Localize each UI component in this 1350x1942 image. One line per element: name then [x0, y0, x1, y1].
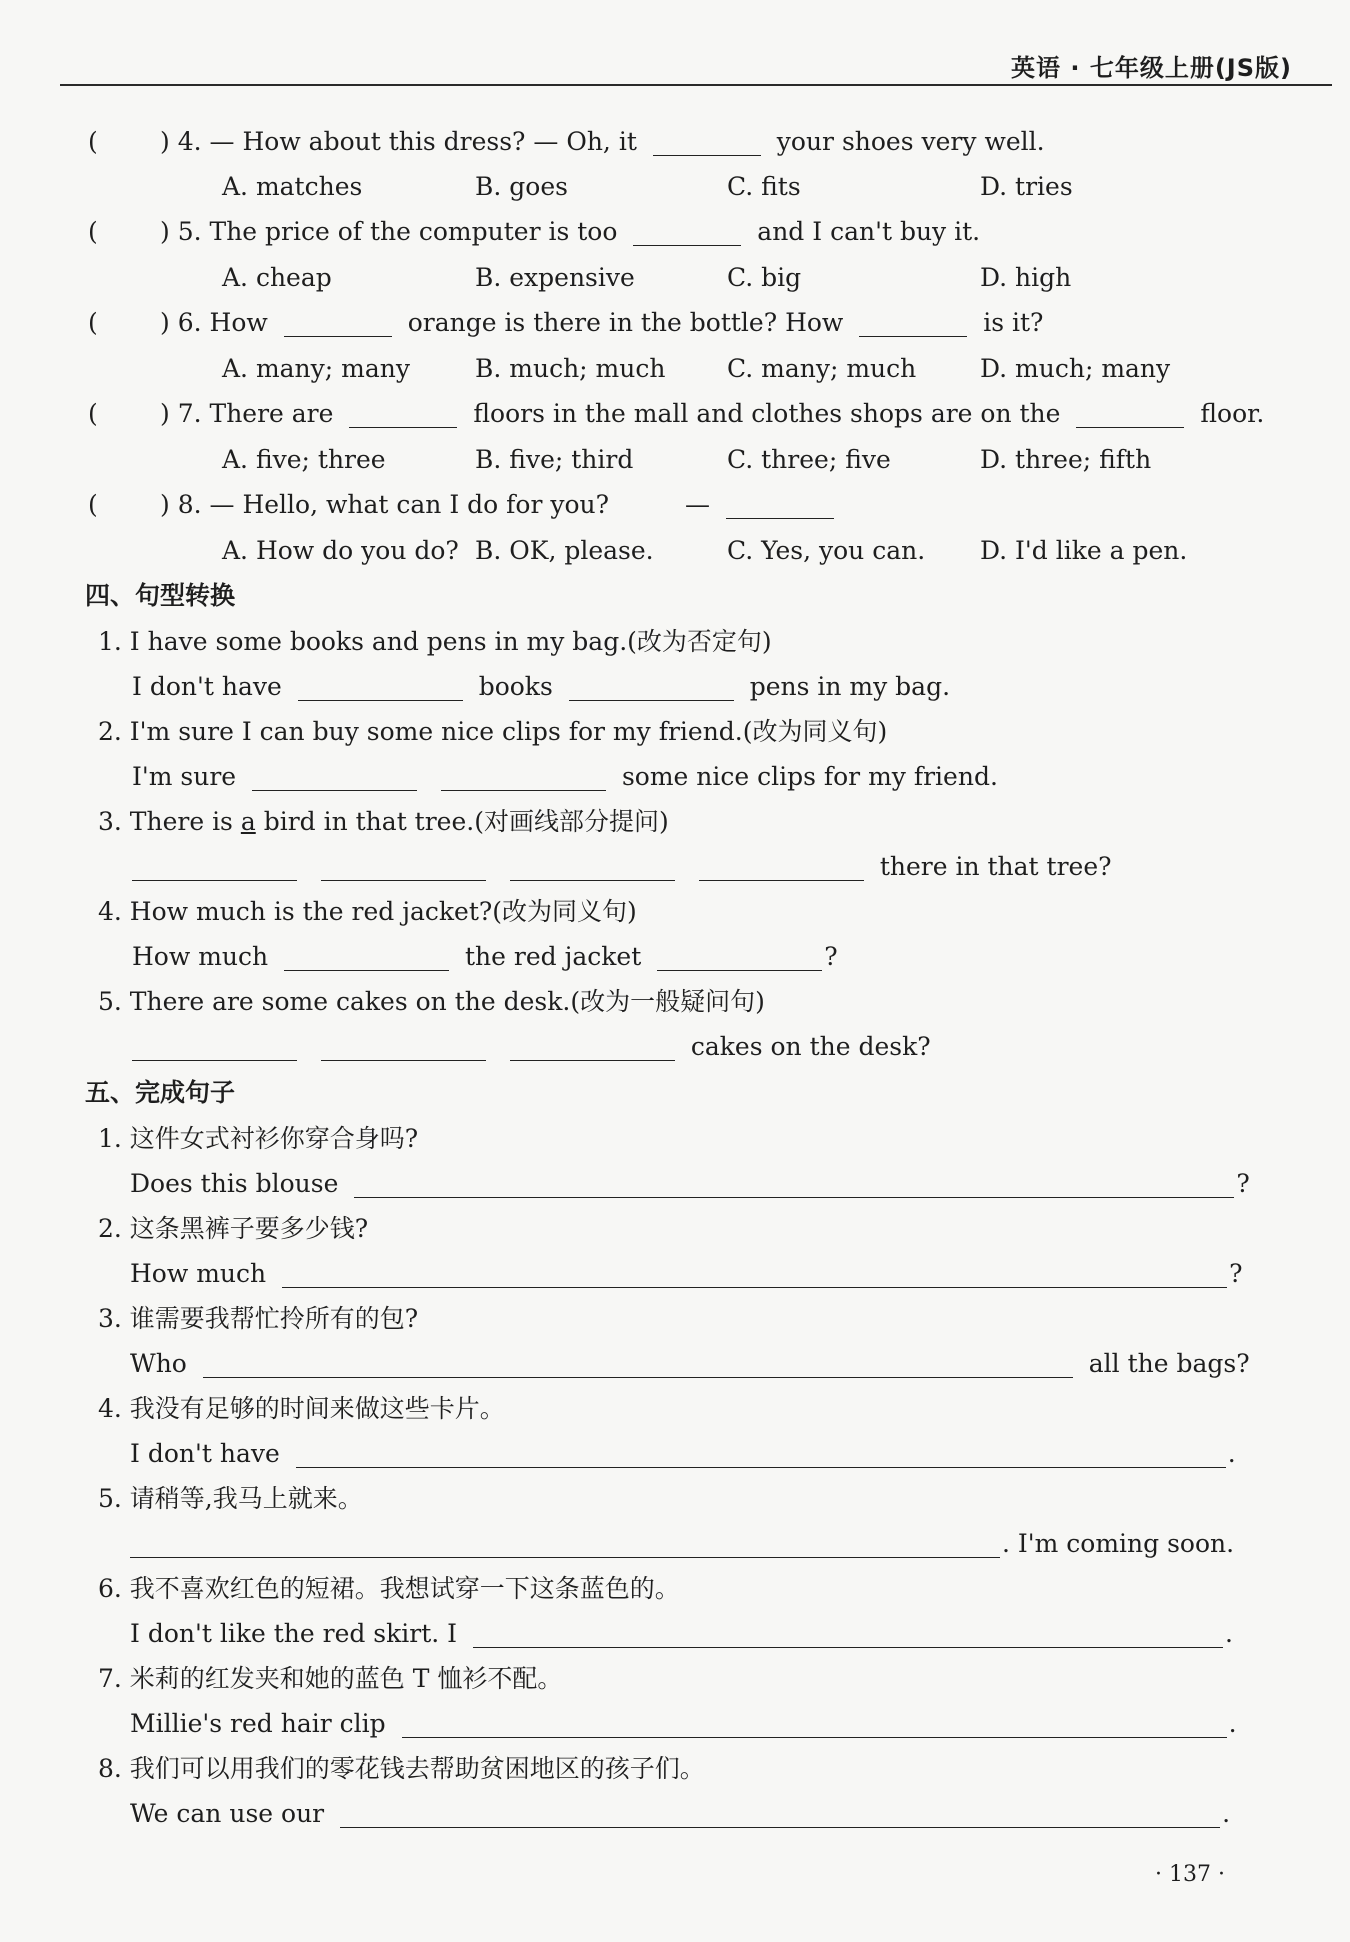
question-text: There are — [209, 399, 334, 428]
answer-blank[interactable] — [296, 1445, 1226, 1468]
answer-blank[interactable] — [282, 1265, 1227, 1288]
answer-blank[interactable] — [284, 314, 392, 337]
answer-text: . — [1225, 1619, 1233, 1648]
question-text: bird in that tree.(对画线部分提问) — [255, 807, 669, 836]
answer-blank[interactable] — [340, 1805, 1220, 1828]
answer-text: I don't have — [132, 672, 282, 701]
page-number: · 137 · — [1155, 1862, 1225, 1887]
page-header — [60, 36, 1332, 86]
option-c: C. fits — [727, 172, 801, 201]
answer-blank[interactable] — [321, 1038, 486, 1061]
option-a: A. many; many — [222, 354, 410, 383]
option-b: B. five; third — [475, 445, 634, 474]
option-a: A. cheap — [222, 263, 332, 292]
option-c: C. Yes, you can. — [727, 536, 926, 565]
answer-blank[interactable] — [633, 223, 741, 246]
answer-text: Millie's red hair clip — [130, 1709, 386, 1738]
answer-blank[interactable] — [132, 1038, 297, 1061]
transform-question-1: 1. I have some books and pens in my bag.(改为否定句) — [98, 627, 772, 656]
question-text: orange is there in the bottle? How — [407, 308, 844, 337]
translate-answer-3 — [130, 1349, 1250, 1379]
answer-text: . I'm coming soon. — [1002, 1529, 1235, 1558]
answer-text: . — [1222, 1799, 1231, 1828]
question-text: How — [209, 308, 268, 337]
question-number: ) 8. — [160, 490, 202, 519]
answer-blank[interactable] — [1076, 405, 1184, 428]
answer-paren-open: ( — [88, 399, 98, 428]
translate-answer-4 — [130, 1439, 1236, 1469]
option-c: C. big — [727, 263, 802, 292]
translate-question-7: 7. 米莉的红发夹和她的蓝色 T 恤衫不配。 — [98, 1664, 563, 1693]
answer-blank[interactable] — [349, 405, 457, 428]
transform-question-5: 5. There are some cakes on the desk.(改为一般疑问句) — [98, 987, 765, 1016]
translate-answer-5 — [122, 1529, 1234, 1559]
answer-text: there in that tree? — [879, 852, 1112, 881]
answer-text: ? — [1229, 1259, 1243, 1288]
answer-blank[interactable] — [298, 678, 463, 701]
option-d: D. three; fifth — [980, 445, 1152, 474]
option-b: B. goes — [475, 172, 568, 201]
answer-text: all the bags? — [1088, 1349, 1250, 1378]
translate-answer-6 — [130, 1619, 1233, 1649]
answer-blank[interactable] — [859, 314, 967, 337]
option-a: A. matches — [222, 172, 363, 201]
option-b: B. OK, please. — [475, 536, 654, 565]
answer-blank[interactable] — [284, 948, 449, 971]
answer-blank[interactable] — [203, 1355, 1073, 1378]
mc-question-5 — [160, 217, 980, 247]
translate-answer-7 — [130, 1709, 1237, 1739]
answer-text: pens in my bag. — [749, 672, 951, 701]
transform-answer-2 — [132, 762, 998, 792]
option-c: C. many; much — [727, 354, 917, 383]
answer-paren-open: ( — [88, 308, 98, 337]
translate-question-8: 8. 我们可以用我们的零花钱去帮助贫困地区的孩子们。 — [98, 1754, 705, 1783]
transform-question-3 — [98, 807, 669, 837]
option-b: B. expensive — [475, 263, 635, 292]
transform-question-4: 4. How much is the red jacket?(改为同义句) — [98, 897, 637, 926]
mc-question-8 — [160, 490, 842, 520]
question-text: and I can't buy it. — [757, 217, 981, 246]
answer-blank[interactable] — [441, 768, 606, 791]
question-number: ) 6. — [160, 308, 202, 337]
option-d: D. high — [980, 263, 1072, 292]
question-text: your shoes very well. — [776, 127, 1045, 156]
book-title: 英语 · 七年级上册(JS版) — [1011, 54, 1292, 82]
answer-blank[interactable] — [657, 948, 822, 971]
answer-blank[interactable] — [321, 858, 486, 881]
answer-text: I don't like the red skirt. I — [130, 1619, 458, 1648]
transform-question-2: 2. I'm sure I can buy some nice clips for my friend.(改为同义句) — [98, 717, 888, 746]
answer-text: How much — [130, 1259, 267, 1288]
question-text: The price of the computer is too — [209, 217, 618, 246]
answer-text: . — [1228, 1709, 1237, 1738]
answer-text: some nice clips for my friend. — [621, 762, 998, 791]
option-a: A. five; three — [222, 445, 386, 474]
mc-question-7 — [160, 399, 1264, 429]
answer-text: Who — [130, 1349, 187, 1378]
transform-answer-3 — [124, 852, 1112, 882]
option-c: C. three; five — [727, 445, 891, 474]
answer-blank[interactable] — [726, 496, 834, 519]
question-number: ) 5. — [160, 217, 202, 246]
question-text: — How about this dress? — Oh, it — [209, 127, 637, 156]
answer-text: We can use our — [130, 1799, 325, 1828]
answer-text: How much — [132, 942, 269, 971]
answer-text: cakes on the desk? — [690, 1032, 931, 1061]
answer-text: books — [478, 672, 553, 701]
answer-blank[interactable] — [473, 1625, 1223, 1648]
transform-answer-1 — [132, 672, 950, 702]
underlined-word: a — [240, 807, 256, 836]
answer-text: ? — [824, 942, 838, 971]
option-d: D. much; many — [980, 354, 1171, 383]
answer-blank[interactable] — [354, 1175, 1234, 1198]
answer-text: the red jacket — [465, 942, 642, 971]
question-text: floors in the mall and clothes shops are on the — [473, 399, 1061, 428]
answer-text: I'm sure — [132, 762, 237, 791]
translate-question-4: 4. 我没有足够的时间来做这些卡片。 — [98, 1394, 505, 1423]
section-title: 五、完成句子 — [85, 1078, 236, 1107]
translate-question-3: 3. 谁需要我帮忙拎所有的包? — [98, 1304, 419, 1333]
answer-text: Does this blouse — [130, 1169, 339, 1198]
answer-text: . — [1227, 1439, 1236, 1468]
answer-blank[interactable] — [132, 858, 297, 881]
translate-question-6: 6. 我不喜欢红色的短裙。我想试穿一下这条蓝色的。 — [98, 1574, 680, 1603]
answer-blank[interactable] — [510, 1038, 675, 1061]
mc-question-6 — [160, 308, 1043, 338]
question-text: — — [684, 490, 710, 519]
question-text: 3. There is — [98, 807, 241, 836]
option-d: D. tries — [980, 172, 1073, 201]
translate-question-1: 1. 这件女式衬衫你穿合身吗? — [98, 1124, 419, 1153]
answer-text: ? — [1236, 1169, 1250, 1198]
translate-question-2: 2. 这条黑裤子要多少钱? — [98, 1214, 369, 1243]
option-b: B. much; much — [475, 354, 666, 383]
question-number: ) 4. — [160, 127, 202, 156]
answer-paren-open: ( — [88, 127, 98, 156]
question-text: floor. — [1200, 399, 1265, 428]
answer-blank[interactable] — [569, 678, 734, 701]
answer-blank[interactable] — [699, 858, 864, 881]
option-a: A. How do you do? — [222, 536, 459, 565]
question-text: is it? — [983, 308, 1044, 337]
translate-answer-8 — [130, 1799, 1230, 1829]
answer-blank[interactable] — [510, 858, 675, 881]
question-number: ) 7. — [160, 399, 202, 428]
section-title: 四、句型转换 — [85, 581, 236, 610]
answer-blank[interactable] — [252, 768, 417, 791]
answer-text: I don't have — [130, 1439, 280, 1468]
answer-blank[interactable] — [653, 133, 761, 156]
question-text: — Hello, what can I do for you? — [209, 490, 610, 519]
mc-question-4 — [160, 127, 1045, 157]
transform-answer-4 — [132, 942, 838, 972]
translate-answer-1 — [130, 1169, 1250, 1199]
answer-paren-open: ( — [88, 490, 98, 519]
option-d: D. I'd like a pen. — [980, 536, 1188, 565]
translate-answer-2 — [130, 1259, 1242, 1289]
transform-answer-5 — [124, 1032, 931, 1062]
translate-question-5: 5. 请稍等,我马上就来。 — [98, 1484, 363, 1513]
answer-paren-open: ( — [88, 217, 98, 246]
answer-blank[interactable] — [130, 1535, 1000, 1558]
answer-blank[interactable] — [402, 1715, 1227, 1738]
